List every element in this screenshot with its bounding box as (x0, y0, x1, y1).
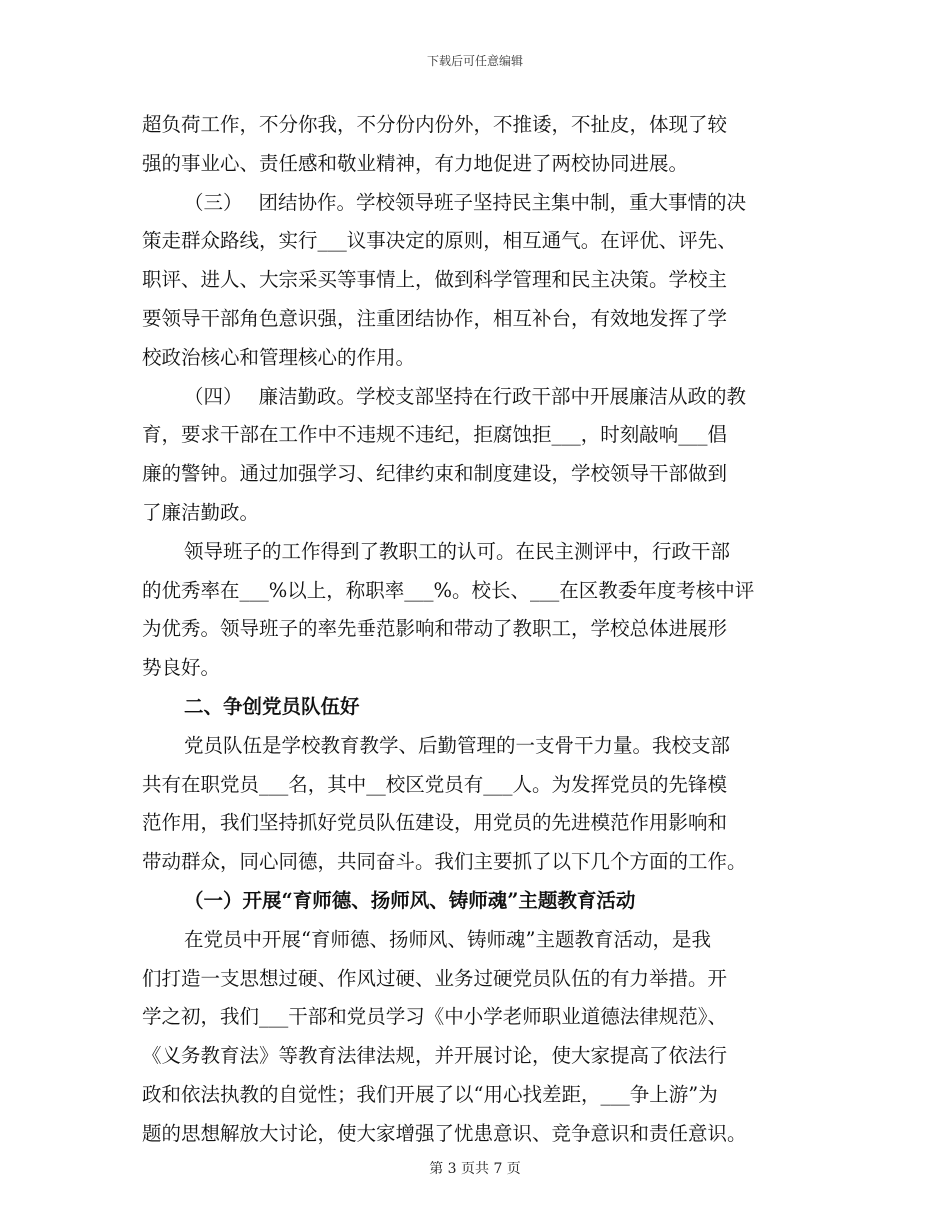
text-line: 的优秀率在___%以上，称职率___%。校长、___在区教委年度考核中评 (142, 578, 755, 602)
text-line: 为优秀。领导班子的率先垂范影响和带动了教职工，学校总体进展形 (142, 617, 728, 641)
text-line: 了廉洁勤政。 (142, 500, 260, 524)
text-line: 育，要求干部在工作中不违规不违纪，拒腐蚀拒___，时刻敲响___倡 (142, 423, 728, 447)
text-line: 题的思想解放大讨论，使大家增强了忧患意识、竞争意识和责任意识。 (142, 1121, 747, 1145)
text-line: 强的事业心、责任感和敬业精神，有力地促进了两校协同进展。 (142, 151, 689, 175)
page-header: 下载后可任意编辑 (426, 54, 523, 68)
text-line: 范作用，我们坚持抓好党员队伍建设，用党员的先进模范作用影响和 (142, 811, 728, 835)
text-line: （四） 廉洁勤政。学校支部坚持在行政干部中开展廉洁从政的教 (184, 384, 746, 408)
text-line: 党员队伍是学校教育教学、后勤管理的一支骨干力量。我校支部 (184, 733, 731, 757)
text-line: 要领导干部角色意识强，注重团结协作，相互补台，有效地发挥了学 (142, 306, 728, 330)
text-line: 在党员中开展“育师德、扬师风、铸师魂”主题教育活动，是我 (184, 927, 711, 951)
text-line: 《义务教育法》等教育法律法规，并开展讨论，使大家提高了依法行 (142, 1044, 728, 1068)
section-heading-line: 二、争创党员队伍好 (184, 694, 360, 718)
text-line: 职评、进人、大宗采买等事情上，做到科学管理和民主决策。学校主 (142, 268, 728, 292)
text-line: 势良好。 (142, 656, 221, 680)
text-line: 带动群众，同心同德，共同奋斗。我们主要抓了以下几个方面的工作。 (142, 850, 747, 874)
text-line: （三） 团结协作。学校领导班子坚持民主集中制，重大事情的决 (184, 190, 746, 214)
document-body (142, 106, 810, 1154)
text-line: 廉的警钟。通过加强学习、纪律约束和制度建设，学校领导干部做到 (142, 462, 728, 486)
text-line: 学之初，我们___干部和党员学习《中小学老师职业道德法律规范》、 (142, 1005, 728, 1029)
text-line: 政和依法执教的自觉性；我们开展了以“用心找差距，___争上游”为 (142, 1082, 718, 1106)
text-line: 们打造一支思想过硬、作风过硬、业务过硬党员队伍的有力举措。开 (142, 966, 728, 990)
text-line: 策走群众路线，实行___议事决定的原则，相互通气。在评优、评先、 (142, 229, 737, 253)
page-footer: 第 3 页共 7 页 (429, 1161, 521, 1177)
text-line: 共有在职党员___名，其中__校区党员有___人。为发挥党员的先锋模 (142, 772, 728, 796)
text-line: 超负荷工作，不分你我，不分份内份外，不推诿，不扯皮，体现了较 (142, 113, 728, 136)
text-line: 校政治核心和管理核心的作用。 (142, 345, 416, 369)
text-line: 领导班子的工作得到了教职工的认可。在民主测评中，行政干部 (184, 539, 731, 563)
section-heading-line: （一）开展“育师德、扬师风、铸师魂”主题教育活动 (184, 888, 636, 912)
